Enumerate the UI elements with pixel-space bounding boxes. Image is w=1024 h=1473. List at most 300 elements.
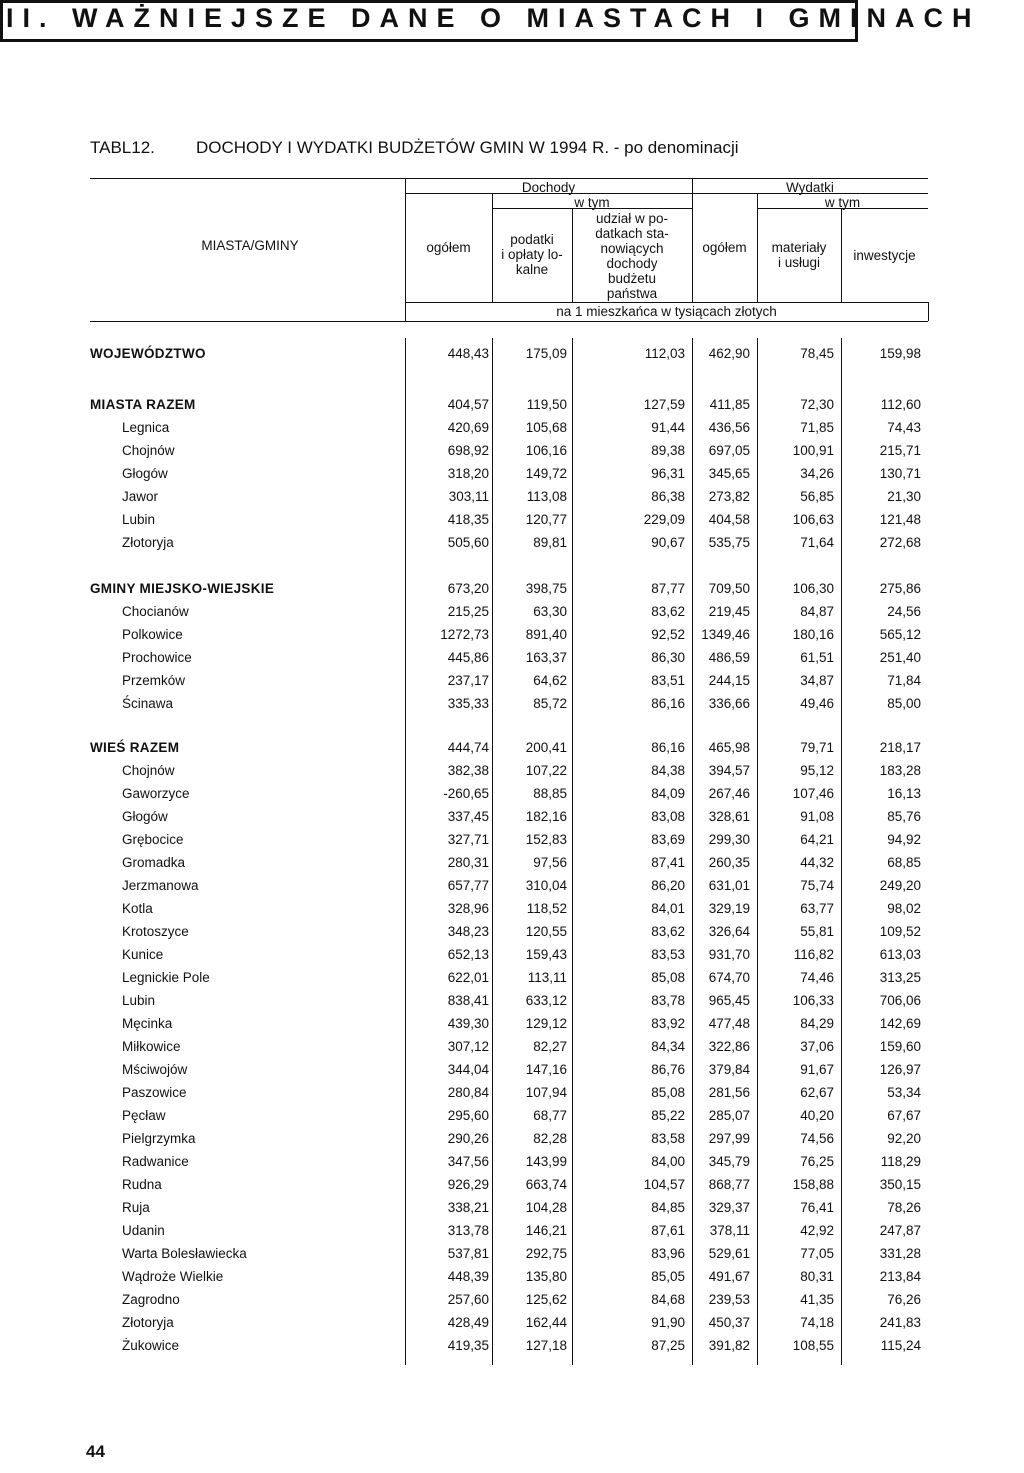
row-value: 86,16 <box>651 696 685 711</box>
header-bottom-rule <box>90 321 928 322</box>
row-value: 112,03 <box>644 346 685 361</box>
row-value: 158,88 <box>792 1177 834 1192</box>
table-row <box>0 417 1024 440</box>
row-value: 159,98 <box>879 346 921 361</box>
row-value: 89,38 <box>651 443 685 458</box>
header-expenses-total: ogółem <box>702 240 747 255</box>
table-row <box>0 990 1024 1013</box>
row-value: 85,05 <box>651 1269 685 1284</box>
row-value: 40,20 <box>800 1108 834 1123</box>
row-name: WIEŚ RAZEM <box>90 740 180 755</box>
header-income-of-which: w tym <box>574 195 610 210</box>
row-value: 663,74 <box>525 1177 567 1192</box>
row-value: 61,51 <box>800 650 834 665</box>
header-income: Dochody <box>521 180 576 195</box>
table-row <box>0 806 1024 829</box>
row-value: 347,56 <box>447 1154 489 1169</box>
row-value: 74,46 <box>800 970 834 985</box>
row-value: 379,84 <box>708 1062 750 1077</box>
row-value: 505,60 <box>447 535 489 550</box>
row-name: Żukowice <box>122 1338 180 1353</box>
row-value: 87,61 <box>651 1223 685 1238</box>
row-value: 75,74 <box>800 878 834 893</box>
row-value: 448,39 <box>447 1269 489 1284</box>
row-value: 100,91 <box>792 443 834 458</box>
row-name: Głogów <box>122 809 168 824</box>
row-value: 345,65 <box>708 466 750 481</box>
row-value: 337,45 <box>447 809 489 824</box>
row-value: 120,55 <box>525 924 567 939</box>
row-value: 382,38 <box>447 763 489 778</box>
row-name: Gromadka <box>122 855 186 870</box>
row-value: 84,29 <box>800 1016 834 1031</box>
row-value: 344,04 <box>447 1062 489 1077</box>
row-value: 267,46 <box>708 786 750 801</box>
table-row <box>0 898 1024 921</box>
row-value: 674,70 <box>708 970 750 985</box>
table-row <box>0 601 1024 624</box>
table-row <box>0 624 1024 647</box>
row-value: 299,30 <box>708 832 750 847</box>
row-value: 307,12 <box>447 1039 489 1054</box>
row-name: Prochowice <box>122 650 192 665</box>
row-value: 127,59 <box>643 397 685 412</box>
row-value: -260,65 <box>443 786 489 801</box>
row-name: Ścinawa <box>122 696 174 711</box>
row-value: 126,97 <box>879 1062 921 1077</box>
row-value: 91,08 <box>800 809 834 824</box>
row-value: 428,49 <box>447 1315 489 1330</box>
row-value: 112,60 <box>880 397 921 412</box>
row-value: 146,21 <box>525 1223 567 1238</box>
row-value: 84,01 <box>651 901 685 916</box>
row-value: 486,59 <box>708 650 750 665</box>
row-value: 86,16 <box>651 740 685 755</box>
row-value: 68,85 <box>887 855 921 870</box>
row-value: 465,98 <box>708 740 750 755</box>
row-value: 97,56 <box>533 855 567 870</box>
row-value: 92,20 <box>887 1131 921 1146</box>
row-value: 108,55 <box>792 1338 834 1353</box>
row-value: 96,31 <box>651 466 685 481</box>
table-row <box>0 967 1024 990</box>
row-value: 281,56 <box>708 1085 750 1100</box>
row-value: 338,21 <box>447 1200 489 1215</box>
table-row <box>0 486 1024 509</box>
row-value: 109,52 <box>879 924 921 939</box>
row-value: 378,11 <box>709 1223 750 1238</box>
row-value: 326,64 <box>708 924 750 939</box>
row-value: 88,85 <box>533 786 567 801</box>
row-value: 125,62 <box>525 1292 567 1307</box>
row-value: 85,08 <box>651 970 685 985</box>
row-value: 404,57 <box>447 397 489 412</box>
row-value: 272,68 <box>879 535 921 550</box>
row-value: 328,61 <box>708 809 750 824</box>
row-value: 239,53 <box>708 1292 750 1307</box>
row-value: 64,21 <box>800 832 834 847</box>
row-value: 310,04 <box>525 878 567 893</box>
table-row <box>0 1174 1024 1197</box>
row-name: Lubin <box>122 993 156 1008</box>
row-value: 180,16 <box>792 627 834 642</box>
row-name: GMINY MIEJSKO-WIEJSKIE <box>90 581 275 596</box>
row-name: Pielgrzymka <box>122 1131 196 1146</box>
row-value: 318,20 <box>447 466 489 481</box>
row-value: 336,66 <box>708 696 750 711</box>
row-value: 84,00 <box>651 1154 685 1169</box>
row-value: 21,30 <box>887 489 921 504</box>
row-value: 260,35 <box>708 855 750 870</box>
row-value: 350,15 <box>879 1177 921 1192</box>
row-value: 83,53 <box>651 947 685 962</box>
row-value: 142,69 <box>879 1016 921 1031</box>
row-value: 633,12 <box>525 993 567 1008</box>
row-name: WOJEWÓDZTWO <box>90 346 206 361</box>
table-row <box>0 509 1024 532</box>
row-value: 926,29 <box>447 1177 489 1192</box>
row-value: 329,19 <box>708 901 750 916</box>
row-value: 105,68 <box>525 420 567 435</box>
row-value: 24,56 <box>887 604 921 619</box>
row-value: 411,85 <box>709 397 750 412</box>
row-value: 34,87 <box>800 673 834 688</box>
row-value: 74,56 <box>800 1131 834 1146</box>
table-row <box>0 463 1024 486</box>
row-value: 107,22 <box>525 763 567 778</box>
row-name: Rudna <box>122 1177 162 1192</box>
table-row <box>0 440 1024 463</box>
row-value: 149,72 <box>525 466 567 481</box>
row-value: 62,67 <box>800 1085 834 1100</box>
row-value: 119,50 <box>526 397 567 412</box>
row-value: 706,06 <box>879 993 921 1008</box>
table-row <box>0 693 1024 716</box>
row-value: 229,09 <box>643 512 685 527</box>
row-value: 213,84 <box>879 1269 921 1284</box>
row-value: 565,12 <box>879 627 921 642</box>
header-entity: MIASTA/GMINY <box>201 238 299 253</box>
table-row <box>0 1036 1024 1059</box>
row-value: 285,07 <box>708 1108 750 1123</box>
row-name: Krotoszyce <box>122 924 189 939</box>
row-value: 91,90 <box>651 1315 685 1330</box>
row-name: Gaworzyce <box>122 786 190 801</box>
row-value: 345,79 <box>708 1154 750 1169</box>
chapter-banner <box>0 0 981 42</box>
row-name: Udanin <box>122 1223 165 1238</box>
row-value: 445,86 <box>447 650 489 665</box>
row-value: 84,38 <box>651 763 685 778</box>
table-group-row <box>0 737 1024 760</box>
row-value: 241,83 <box>879 1315 921 1330</box>
row-value: 491,67 <box>708 1269 750 1284</box>
row-value: 106,16 <box>525 443 567 458</box>
table-row <box>0 921 1024 944</box>
row-value: 34,26 <box>800 466 834 481</box>
row-value: 200,41 <box>525 740 567 755</box>
row-value: 76,41 <box>800 1200 834 1215</box>
table-row <box>0 783 1024 806</box>
row-value: 83,96 <box>651 1246 685 1261</box>
row-value: 115,24 <box>880 1338 921 1353</box>
row-value: 462,90 <box>708 346 750 361</box>
row-value: 135,80 <box>525 1269 567 1284</box>
row-value: 44,32 <box>800 855 834 870</box>
row-name: Paszowice <box>122 1085 187 1100</box>
row-value: 313,78 <box>447 1223 489 1238</box>
table-row <box>0 1013 1024 1036</box>
row-value: 838,41 <box>447 993 489 1008</box>
row-value: 56,85 <box>800 489 834 504</box>
row-value: 163,37 <box>525 650 567 665</box>
table-title: DOCHODY I WYDATKI BUDŻETÓW GMIN W 1994 R. - po denominacji <box>196 138 739 157</box>
row-value: 83,62 <box>651 924 685 939</box>
row-value: 249,20 <box>879 878 921 893</box>
row-value: 290,26 <box>447 1131 489 1146</box>
row-value: 76,25 <box>800 1154 834 1169</box>
chapter-title: II. WAŻNIEJSZE DANE O MIASTACH I GMINACH <box>6 3 981 33</box>
row-value: 113,08 <box>526 489 567 504</box>
row-value: 477,48 <box>708 1016 750 1031</box>
row-name: Wądroże Wielkie <box>122 1269 224 1284</box>
row-value: 90,67 <box>651 535 685 550</box>
row-value: 104,57 <box>643 1177 685 1192</box>
row-name: Chojnów <box>122 443 175 458</box>
row-value: 74,43 <box>887 420 921 435</box>
row-value: 303,11 <box>448 489 489 504</box>
row-value: 71,85 <box>800 420 834 435</box>
row-value: 215,25 <box>447 604 489 619</box>
row-value: 159,43 <box>525 947 567 962</box>
row-value: 420,69 <box>447 420 489 435</box>
row-value: 42,92 <box>800 1223 834 1238</box>
row-value: 297,99 <box>708 1131 750 1146</box>
row-value: 116,82 <box>793 947 834 962</box>
header-investments: inwestycje <box>853 248 916 263</box>
row-value: 82,27 <box>533 1039 567 1054</box>
row-name: Mściwojów <box>122 1062 188 1077</box>
row-value: 444,74 <box>447 740 489 755</box>
row-value: 273,82 <box>708 489 750 504</box>
row-value: 182,16 <box>525 809 567 824</box>
row-value: 41,35 <box>800 1292 834 1307</box>
row-value: 215,71 <box>879 443 921 458</box>
row-value: 78,45 <box>800 346 834 361</box>
row-value: 868,77 <box>708 1177 750 1192</box>
row-value: 295,60 <box>447 1108 489 1123</box>
row-name: Kunice <box>122 947 164 962</box>
row-value: 16,13 <box>887 786 921 801</box>
row-value: 448,43 <box>447 346 489 361</box>
row-name: Chojnów <box>122 763 175 778</box>
row-value: 104,28 <box>525 1200 567 1215</box>
row-value: 698,92 <box>447 443 489 458</box>
row-value: 280,31 <box>447 855 489 870</box>
row-value: 71,64 <box>800 535 834 550</box>
row-value: 86,30 <box>651 650 685 665</box>
row-value: 120,77 <box>525 512 567 527</box>
table-row <box>0 1105 1024 1128</box>
row-name: Głogów <box>122 466 168 481</box>
header-unit: na 1 mieszkańca w tysiącach złotych <box>556 304 777 319</box>
row-value: 130,71 <box>879 466 921 481</box>
row-value: 85,00 <box>887 696 921 711</box>
row-value: 129,12 <box>525 1016 567 1031</box>
table-row <box>0 875 1024 898</box>
row-name: Chocianów <box>122 604 189 619</box>
header-local-taxes: podatki i opłaty lo- kalne <box>501 232 563 277</box>
row-value: 709,50 <box>708 581 750 596</box>
row-name: Pęcław <box>122 1108 166 1123</box>
row-value: 147,16 <box>525 1062 567 1077</box>
row-value: 83,58 <box>651 1131 685 1146</box>
table-group-row <box>0 578 1024 601</box>
row-value: 251,40 <box>879 650 921 665</box>
row-name: Polkowice <box>122 627 183 642</box>
table-row <box>0 1082 1024 1105</box>
row-value: 79,71 <box>800 740 834 755</box>
table-row <box>0 670 1024 693</box>
row-value: 152,83 <box>525 832 567 847</box>
row-value: 697,05 <box>708 443 750 458</box>
row-value: 292,75 <box>525 1246 567 1261</box>
row-value: 94,92 <box>887 832 921 847</box>
row-value: 218,17 <box>879 740 921 755</box>
table-row <box>0 1059 1024 1082</box>
row-value: 113,11 <box>527 970 567 985</box>
table-row <box>0 1335 1024 1358</box>
row-value: 237,17 <box>447 673 489 688</box>
row-value: 84,09 <box>651 786 685 801</box>
row-value: 53,34 <box>887 1085 921 1100</box>
row-value: 91,67 <box>800 1062 834 1077</box>
row-value: 55,81 <box>800 924 834 939</box>
row-name: Zagrodno <box>122 1292 180 1307</box>
row-value: 652,13 <box>447 947 489 962</box>
row-value: 1349,46 <box>701 627 750 642</box>
header-unit-rule <box>405 302 928 303</box>
row-value: 84,87 <box>800 604 834 619</box>
table-row <box>0 1243 1024 1266</box>
row-value: 85,72 <box>533 696 567 711</box>
row-value: 247,87 <box>879 1223 921 1238</box>
row-value: 327,71 <box>447 832 489 847</box>
row-value: 74,18 <box>800 1315 834 1330</box>
table-row <box>0 760 1024 783</box>
row-name: Męcinka <box>122 1016 173 1031</box>
table-row <box>0 944 1024 967</box>
row-value: 76,26 <box>887 1292 921 1307</box>
row-value: 121,48 <box>879 512 921 527</box>
row-name: Przemków <box>122 673 186 688</box>
row-value: 613,03 <box>879 947 921 962</box>
row-value: 87,25 <box>651 1338 685 1353</box>
row-value: 391,82 <box>708 1338 750 1353</box>
row-name: MIASTA RAZEM <box>90 397 196 412</box>
row-value: 529,61 <box>708 1246 750 1261</box>
header-top-rule <box>90 178 928 179</box>
row-value: 67,67 <box>887 1108 921 1123</box>
row-value: 322,86 <box>708 1039 750 1054</box>
row-value: 127,18 <box>525 1338 567 1353</box>
row-value: 404,58 <box>708 512 750 527</box>
row-value: 537,81 <box>447 1246 489 1261</box>
row-value: 257,60 <box>447 1292 489 1307</box>
row-value: 63,77 <box>800 901 834 916</box>
row-name: Kotla <box>122 901 153 916</box>
row-value: 87,41 <box>651 855 685 870</box>
row-value: 37,06 <box>800 1039 834 1054</box>
header-state-share: udział w po- datkach sta- nowiących dochody budżetu państwa <box>595 211 669 301</box>
row-value: 84,68 <box>651 1292 685 1307</box>
row-value: 107,46 <box>792 786 834 801</box>
row-value: 328,96 <box>447 901 489 916</box>
row-value: 1272,73 <box>440 627 489 642</box>
table-row <box>0 1197 1024 1220</box>
row-name: Złotoryja <box>122 535 174 550</box>
row-name: Miłkowice <box>122 1039 181 1054</box>
row-value: 64,62 <box>533 673 567 688</box>
row-name: Złotoryja <box>122 1315 174 1330</box>
row-value: 631,01 <box>708 878 750 893</box>
row-value: 84,85 <box>651 1200 685 1215</box>
row-value: 68,77 <box>533 1108 567 1123</box>
row-value: 106,33 <box>792 993 834 1008</box>
row-value: 118,52 <box>526 901 567 916</box>
table-row <box>0 829 1024 852</box>
row-value: 175,09 <box>525 346 567 361</box>
table-row <box>0 532 1024 555</box>
table-row <box>0 1220 1024 1243</box>
row-value: 162,44 <box>525 1315 567 1330</box>
row-name: Jawor <box>122 489 159 504</box>
table-row <box>0 1266 1024 1289</box>
row-value: 219,45 <box>708 604 750 619</box>
row-value: 63,30 <box>533 604 567 619</box>
row-value: 71,84 <box>887 673 921 688</box>
row-value: 83,62 <box>651 604 685 619</box>
row-value: 331,28 <box>879 1246 921 1261</box>
row-value: 348,23 <box>447 924 489 939</box>
row-value: 450,37 <box>708 1315 750 1330</box>
row-value: 78,26 <box>887 1200 921 1215</box>
row-value: 83,78 <box>651 993 685 1008</box>
row-value: 83,51 <box>651 673 685 688</box>
row-value: 86,38 <box>651 489 685 504</box>
row-value: 622,01 <box>447 970 489 985</box>
table-label: TABL12. <box>90 138 155 157</box>
header-divider <box>928 302 929 321</box>
row-value: 87,77 <box>651 581 685 596</box>
row-value: 418,35 <box>447 512 489 527</box>
row-value: 398,75 <box>525 581 567 596</box>
row-value: 84,34 <box>651 1039 685 1054</box>
table-group-row <box>0 343 1024 366</box>
row-value: 657,77 <box>447 878 489 893</box>
table-row <box>0 1151 1024 1174</box>
row-value: 83,92 <box>651 1016 685 1031</box>
row-value: 77,05 <box>800 1246 834 1261</box>
row-value: 83,08 <box>651 809 685 824</box>
row-value: 92,52 <box>651 627 685 642</box>
row-value: 280,84 <box>447 1085 489 1100</box>
row-value: 244,15 <box>708 673 750 688</box>
row-value: 86,20 <box>651 878 685 893</box>
row-value: 159,60 <box>879 1039 921 1054</box>
row-value: 143,99 <box>525 1154 567 1169</box>
row-value: 439,30 <box>447 1016 489 1031</box>
